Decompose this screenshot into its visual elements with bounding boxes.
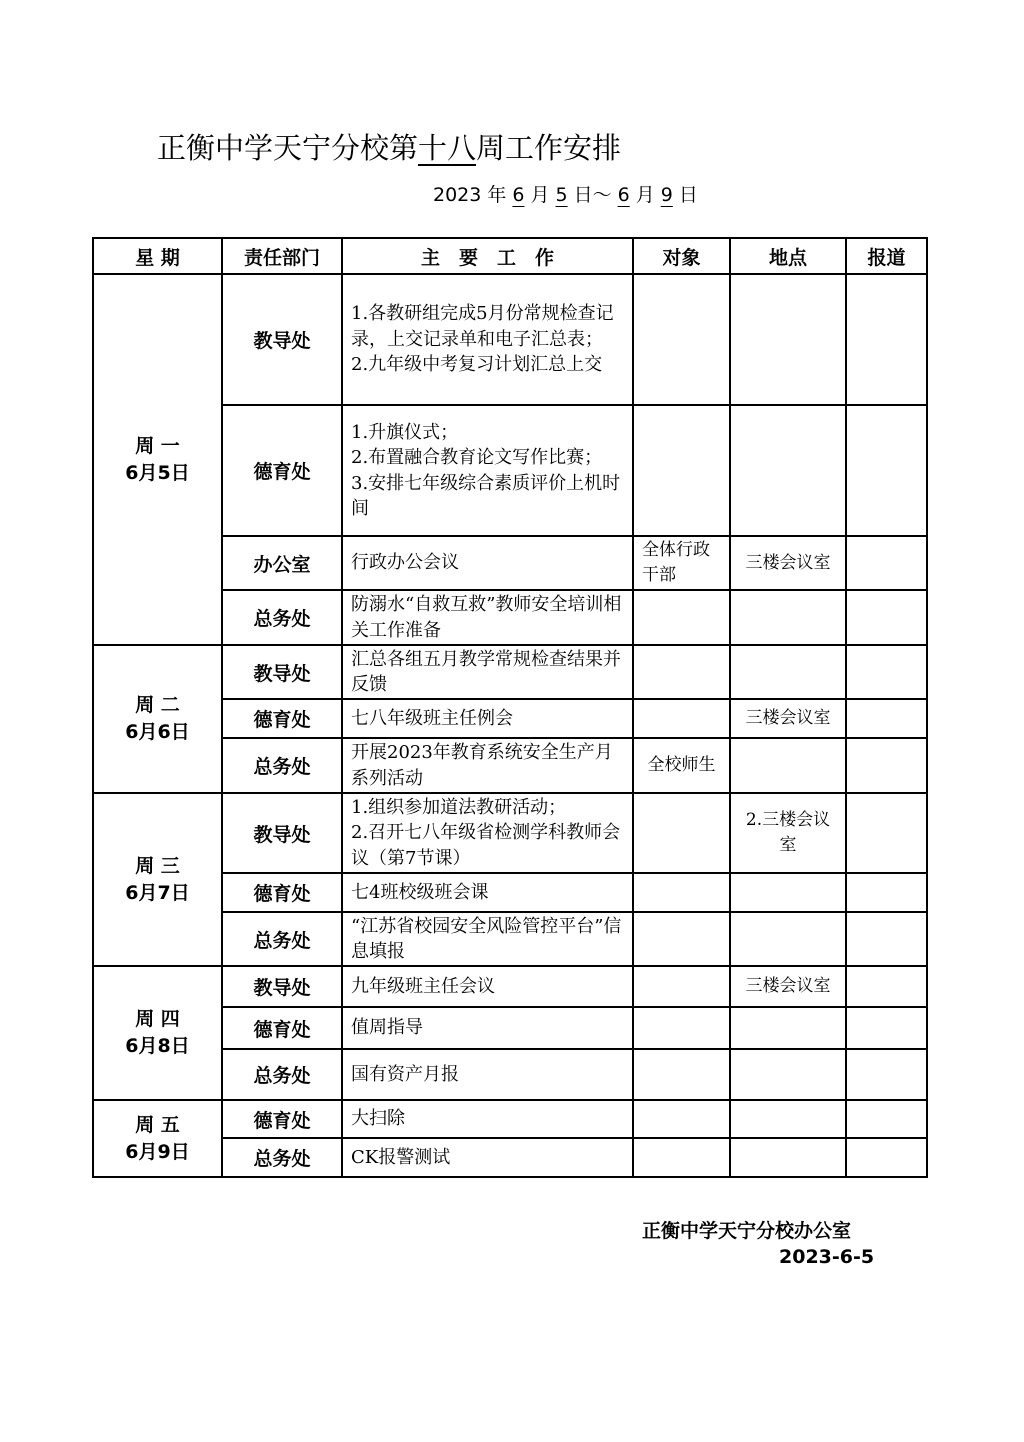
report-cell bbox=[846, 873, 927, 912]
target-cell bbox=[633, 912, 730, 966]
dept-cell: 教导处 bbox=[222, 793, 342, 873]
work-cell bbox=[342, 274, 633, 405]
target-cell bbox=[633, 793, 730, 873]
work-item: 1.升旗仪式； bbox=[351, 421, 459, 443]
date-end-day: 9 bbox=[660, 184, 673, 206]
date-start-day: 5 bbox=[555, 184, 568, 206]
day-cell-thu bbox=[93, 966, 222, 1100]
schedule-table bbox=[92, 237, 928, 1178]
target-cell bbox=[633, 1138, 730, 1177]
dept-cell: 德育处 bbox=[222, 1100, 342, 1138]
work-cell: 汇总各组五月教学常规检查结果并反馈 bbox=[342, 645, 633, 699]
work-cell: CK报警测试 bbox=[342, 1138, 633, 1177]
place-cell bbox=[730, 1138, 846, 1177]
footer-office: 正衡中学天宁分校办公室 bbox=[642, 1220, 852, 1242]
table-row bbox=[93, 274, 927, 405]
work-cell: 防溺水“自救互救”教师安全培训相关工作准备 bbox=[342, 590, 633, 645]
report-cell bbox=[846, 536, 927, 590]
report-cell bbox=[846, 274, 927, 405]
work-cell: 开展2023年教育系统安全生产月系列活动 bbox=[342, 738, 633, 793]
place-cell: 三楼会议室 bbox=[730, 699, 846, 738]
work-item: 2.布置融合教育论文写作比赛； bbox=[351, 447, 603, 468]
day-name: 周 一 bbox=[135, 434, 180, 457]
title-prefix: 正衡中学天宁分校第 bbox=[157, 131, 419, 165]
day-cell-fri bbox=[93, 1100, 222, 1177]
header-target: 对象 bbox=[633, 238, 730, 274]
title-suffix: 周工作安排 bbox=[476, 131, 622, 165]
title-week: 十八 bbox=[418, 131, 477, 165]
report-cell bbox=[846, 912, 927, 966]
header-dept: 责任部门 bbox=[222, 238, 342, 274]
place-cell: 三楼会议室 bbox=[730, 536, 846, 590]
dept-cell: 教导处 bbox=[222, 645, 342, 699]
work-cell: 七4班校级班会课 bbox=[342, 873, 633, 912]
work-cell: 值周指导 bbox=[342, 1007, 633, 1049]
place-cell bbox=[730, 738, 846, 793]
work-cell: 九年级班主任会议 bbox=[342, 966, 633, 1007]
report-cell bbox=[846, 1138, 927, 1177]
header-place: 地点 bbox=[730, 238, 846, 274]
report-cell bbox=[846, 1049, 927, 1100]
date-year: 2023 年 bbox=[433, 184, 507, 206]
work-cell: 国有资产月报 bbox=[342, 1049, 633, 1100]
dept-cell: 总务处 bbox=[222, 1049, 342, 1100]
place-cell bbox=[730, 1100, 846, 1138]
report-cell bbox=[846, 1007, 927, 1049]
day-name: 周 二 bbox=[135, 694, 180, 716]
dept-cell: 德育处 bbox=[222, 873, 342, 912]
date-range bbox=[433, 181, 698, 209]
day-date: 6月8日 bbox=[125, 1035, 190, 1057]
report-cell bbox=[846, 699, 927, 738]
report-cell bbox=[846, 645, 927, 699]
work-cell bbox=[342, 793, 633, 873]
dept-cell: 总务处 bbox=[222, 590, 342, 645]
date-day-unit-2: 日 bbox=[678, 184, 698, 206]
date-month-unit-1: 月 bbox=[530, 184, 550, 206]
day-date: 6月5日 bbox=[125, 461, 190, 484]
report-cell bbox=[846, 966, 927, 1007]
date-month-unit-2: 月 bbox=[635, 184, 655, 206]
dept-cell: 德育处 bbox=[222, 405, 342, 536]
footer-date: 2023-6-5 bbox=[779, 1246, 875, 1268]
dept-cell: 办公室 bbox=[222, 536, 342, 590]
work-cell bbox=[342, 405, 633, 536]
dept-cell: 总务处 bbox=[222, 912, 342, 966]
table-row bbox=[93, 966, 927, 1007]
target-cell bbox=[633, 873, 730, 912]
day-cell-wed bbox=[93, 793, 222, 966]
work-item: 3.安排七年级综合素质评价上机时间 bbox=[351, 472, 621, 519]
target-cell bbox=[633, 645, 730, 699]
header-row bbox=[93, 238, 927, 274]
table-row bbox=[93, 793, 927, 873]
header-work: 主 要 工 作 bbox=[342, 238, 633, 274]
report-cell bbox=[846, 590, 927, 645]
day-name: 周 五 bbox=[135, 1113, 180, 1136]
place-cell bbox=[730, 873, 846, 912]
target-cell bbox=[633, 1049, 730, 1100]
target-cell bbox=[633, 405, 730, 536]
report-cell bbox=[846, 1100, 927, 1138]
work-item: 1.各教研组完成5月份常规检查记录，上交记录单和电子汇总表； bbox=[351, 303, 614, 350]
table-row bbox=[93, 1100, 927, 1138]
day-date: 6月6日 bbox=[125, 721, 190, 743]
work-item: 2.九年级中考复习计划汇总上交 bbox=[351, 354, 603, 376]
place-cell bbox=[730, 405, 846, 536]
report-cell bbox=[846, 738, 927, 793]
dept-cell: 总务处 bbox=[222, 1138, 342, 1177]
place-cell bbox=[730, 274, 846, 405]
target-cell bbox=[633, 1007, 730, 1049]
dept-cell: 德育处 bbox=[222, 1007, 342, 1049]
target-cell: 全校师生 bbox=[633, 738, 730, 793]
header-day: 星 期 bbox=[93, 238, 222, 274]
day-date: 6月9日 bbox=[125, 1140, 190, 1163]
date-day-unit-1: 日～ bbox=[573, 184, 612, 206]
place-cell bbox=[730, 645, 846, 699]
target-cell bbox=[633, 590, 730, 645]
day-cell-tue bbox=[93, 645, 222, 793]
place-cell: 2.三楼会议室 bbox=[730, 793, 846, 873]
place-cell bbox=[730, 1007, 846, 1049]
place-cell bbox=[730, 1049, 846, 1100]
target-cell bbox=[633, 274, 730, 405]
target-cell bbox=[633, 699, 730, 738]
header-report: 报道 bbox=[846, 238, 927, 274]
date-end-month: 6 bbox=[617, 184, 630, 206]
work-item: 1.组织参加道法教研活动； bbox=[351, 796, 567, 818]
target-cell bbox=[633, 1100, 730, 1138]
dept-cell: 教导处 bbox=[222, 274, 342, 405]
day-name: 周 四 bbox=[135, 1008, 180, 1030]
day-cell-mon bbox=[93, 274, 222, 645]
place-cell bbox=[730, 912, 846, 966]
day-date: 6月7日 bbox=[125, 881, 190, 904]
work-cell: 大扫除 bbox=[342, 1100, 633, 1138]
place-cell: 三楼会议室 bbox=[730, 966, 846, 1007]
target-cell: 全体行政干部 bbox=[633, 536, 730, 590]
work-cell: 七八年级班主任例会 bbox=[342, 699, 633, 738]
dept-cell: 总务处 bbox=[222, 738, 342, 793]
report-cell bbox=[846, 793, 927, 873]
work-cell: “江苏省校园安全风险管控平台”信息填报 bbox=[342, 912, 633, 966]
dept-cell: 教导处 bbox=[222, 966, 342, 1007]
dept-cell: 德育处 bbox=[222, 699, 342, 738]
day-name: 周 三 bbox=[135, 854, 180, 877]
report-cell bbox=[846, 405, 927, 536]
place-cell bbox=[730, 590, 846, 645]
page-title bbox=[157, 128, 621, 168]
target-cell bbox=[633, 966, 730, 1007]
date-start-month: 6 bbox=[512, 184, 525, 206]
work-item: 2.召开七八年级省检测学科教师会议（第7节课） bbox=[351, 822, 621, 869]
work-cell: 行政办公会议 bbox=[342, 536, 633, 590]
table-row bbox=[93, 645, 927, 699]
